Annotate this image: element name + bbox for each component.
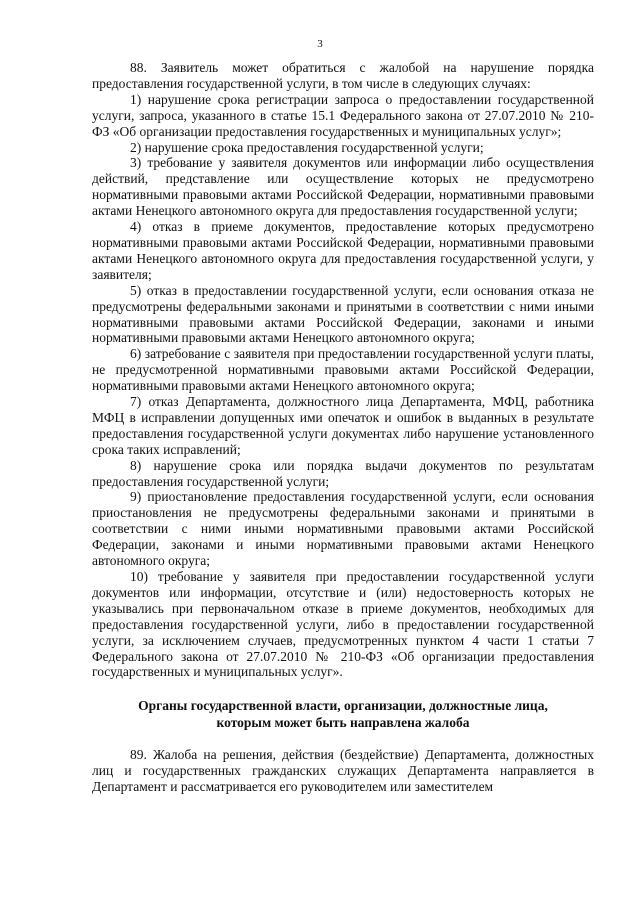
list-item-3: 3) требование у заявителя документов или информации либо осуществления действий, представление или осуществление которых не предусмотрено нормативными правовыми актами Российской Федерации, нормативными правовыми актами Ненецкого автономного округа для предоставления государственной услуги; [92, 155, 594, 219]
document-body [92, 60, 594, 795]
list-item-1: 1) нарушение срока регистрации запроса о предоставлении государственной услуги, запроса, указанного в статье 15.1 Федерального закона от 27.07.2010 № 210-ФЗ «Об организации предоставления государственных и муниципальных услуг»; [92, 91, 594, 139]
list-item-8: 8) нарушение срока или порядка выдачи документов по результатам предоставления государственной услуги; [92, 457, 594, 489]
section-heading-line-1: Органы государственной власти, организации, должностные лица, [138, 698, 548, 714]
page-number: 3 [317, 38, 323, 50]
paragraph-89: 89. Жалоба на решения, действия (бездействие) Департамента, должностных лиц и государственных гражданских служащих Департамента направляется в Департамент и рассматривается его руководителем или заместителем [92, 747, 594, 795]
section-heading [92, 698, 594, 731]
list-item-5: 5) отказ в предоставлении государственной услуги, если основания отказа не предусмотрены федеральными законами и принятыми в соответствии с ними иными нормативными правовыми актами Российской Федерации, законами и иными нормативными правовыми актами Ненецкого автономного округа; [92, 282, 594, 346]
list-item-7: 7) отказ Департамента, должностного лица Департамента, МФЦ, работника МФЦ в исправлении допущенных ими опечаток и ошибок в выданных в результате предоставления государственной услуги документах либо нарушение установленного срока таких исправлений; [92, 394, 594, 457]
list-item-6: 6) затребование с заявителя при предоставлении государственной услуги платы, не предусмотренной нормативными правовыми актами Российской Федерации, нормативными правовыми актами Ненецкого автономного округа; [92, 346, 594, 394]
list-item-10: 10) требование у заявителя при предоставлении государственной услуги документов или информации, отсутствие и (или) недостоверность которых не указывались при первоначальном отказе в приеме документов, необходимых для предоставления государственной услуги, либо в предоставлении государственной услуги, за исключением случаев, предусмотренных пунктом 4 части 1 статьи 7 Федерального закона от 27.07.2010 № 210-ФЗ «Об организации предоставления государственных и муниципальных услуг». [92, 569, 594, 680]
list-item-9: 9) приостановление предоставления государственной услуги, если основания приостановления не предусмотрены федеральными законами и принятыми в соответствии с ними иными нормативными правовыми актами Российской Федерации, законами и иными нормативными правовыми актами Ненецкого автономного округа; [92, 489, 594, 569]
section-heading-line-2: которым может быть направлена жалоба [216, 714, 470, 730]
list-item-4: 4) отказ в приеме документов, предоставление которых предусмотрено нормативными правовыми актами Российской Федерации, нормативными правовыми актами Ненецкого автономного округа для предоставления государственной услуги, у заявителя; [92, 219, 594, 282]
paragraph-88: 88. Заявитель может обратиться с жалобой на нарушение порядка предоставления государственной услуги, в том числе в следующих случаях: [92, 60, 594, 91]
list-item-2: 2) нарушение срока предоставления государственной услуги; [130, 139, 484, 155]
